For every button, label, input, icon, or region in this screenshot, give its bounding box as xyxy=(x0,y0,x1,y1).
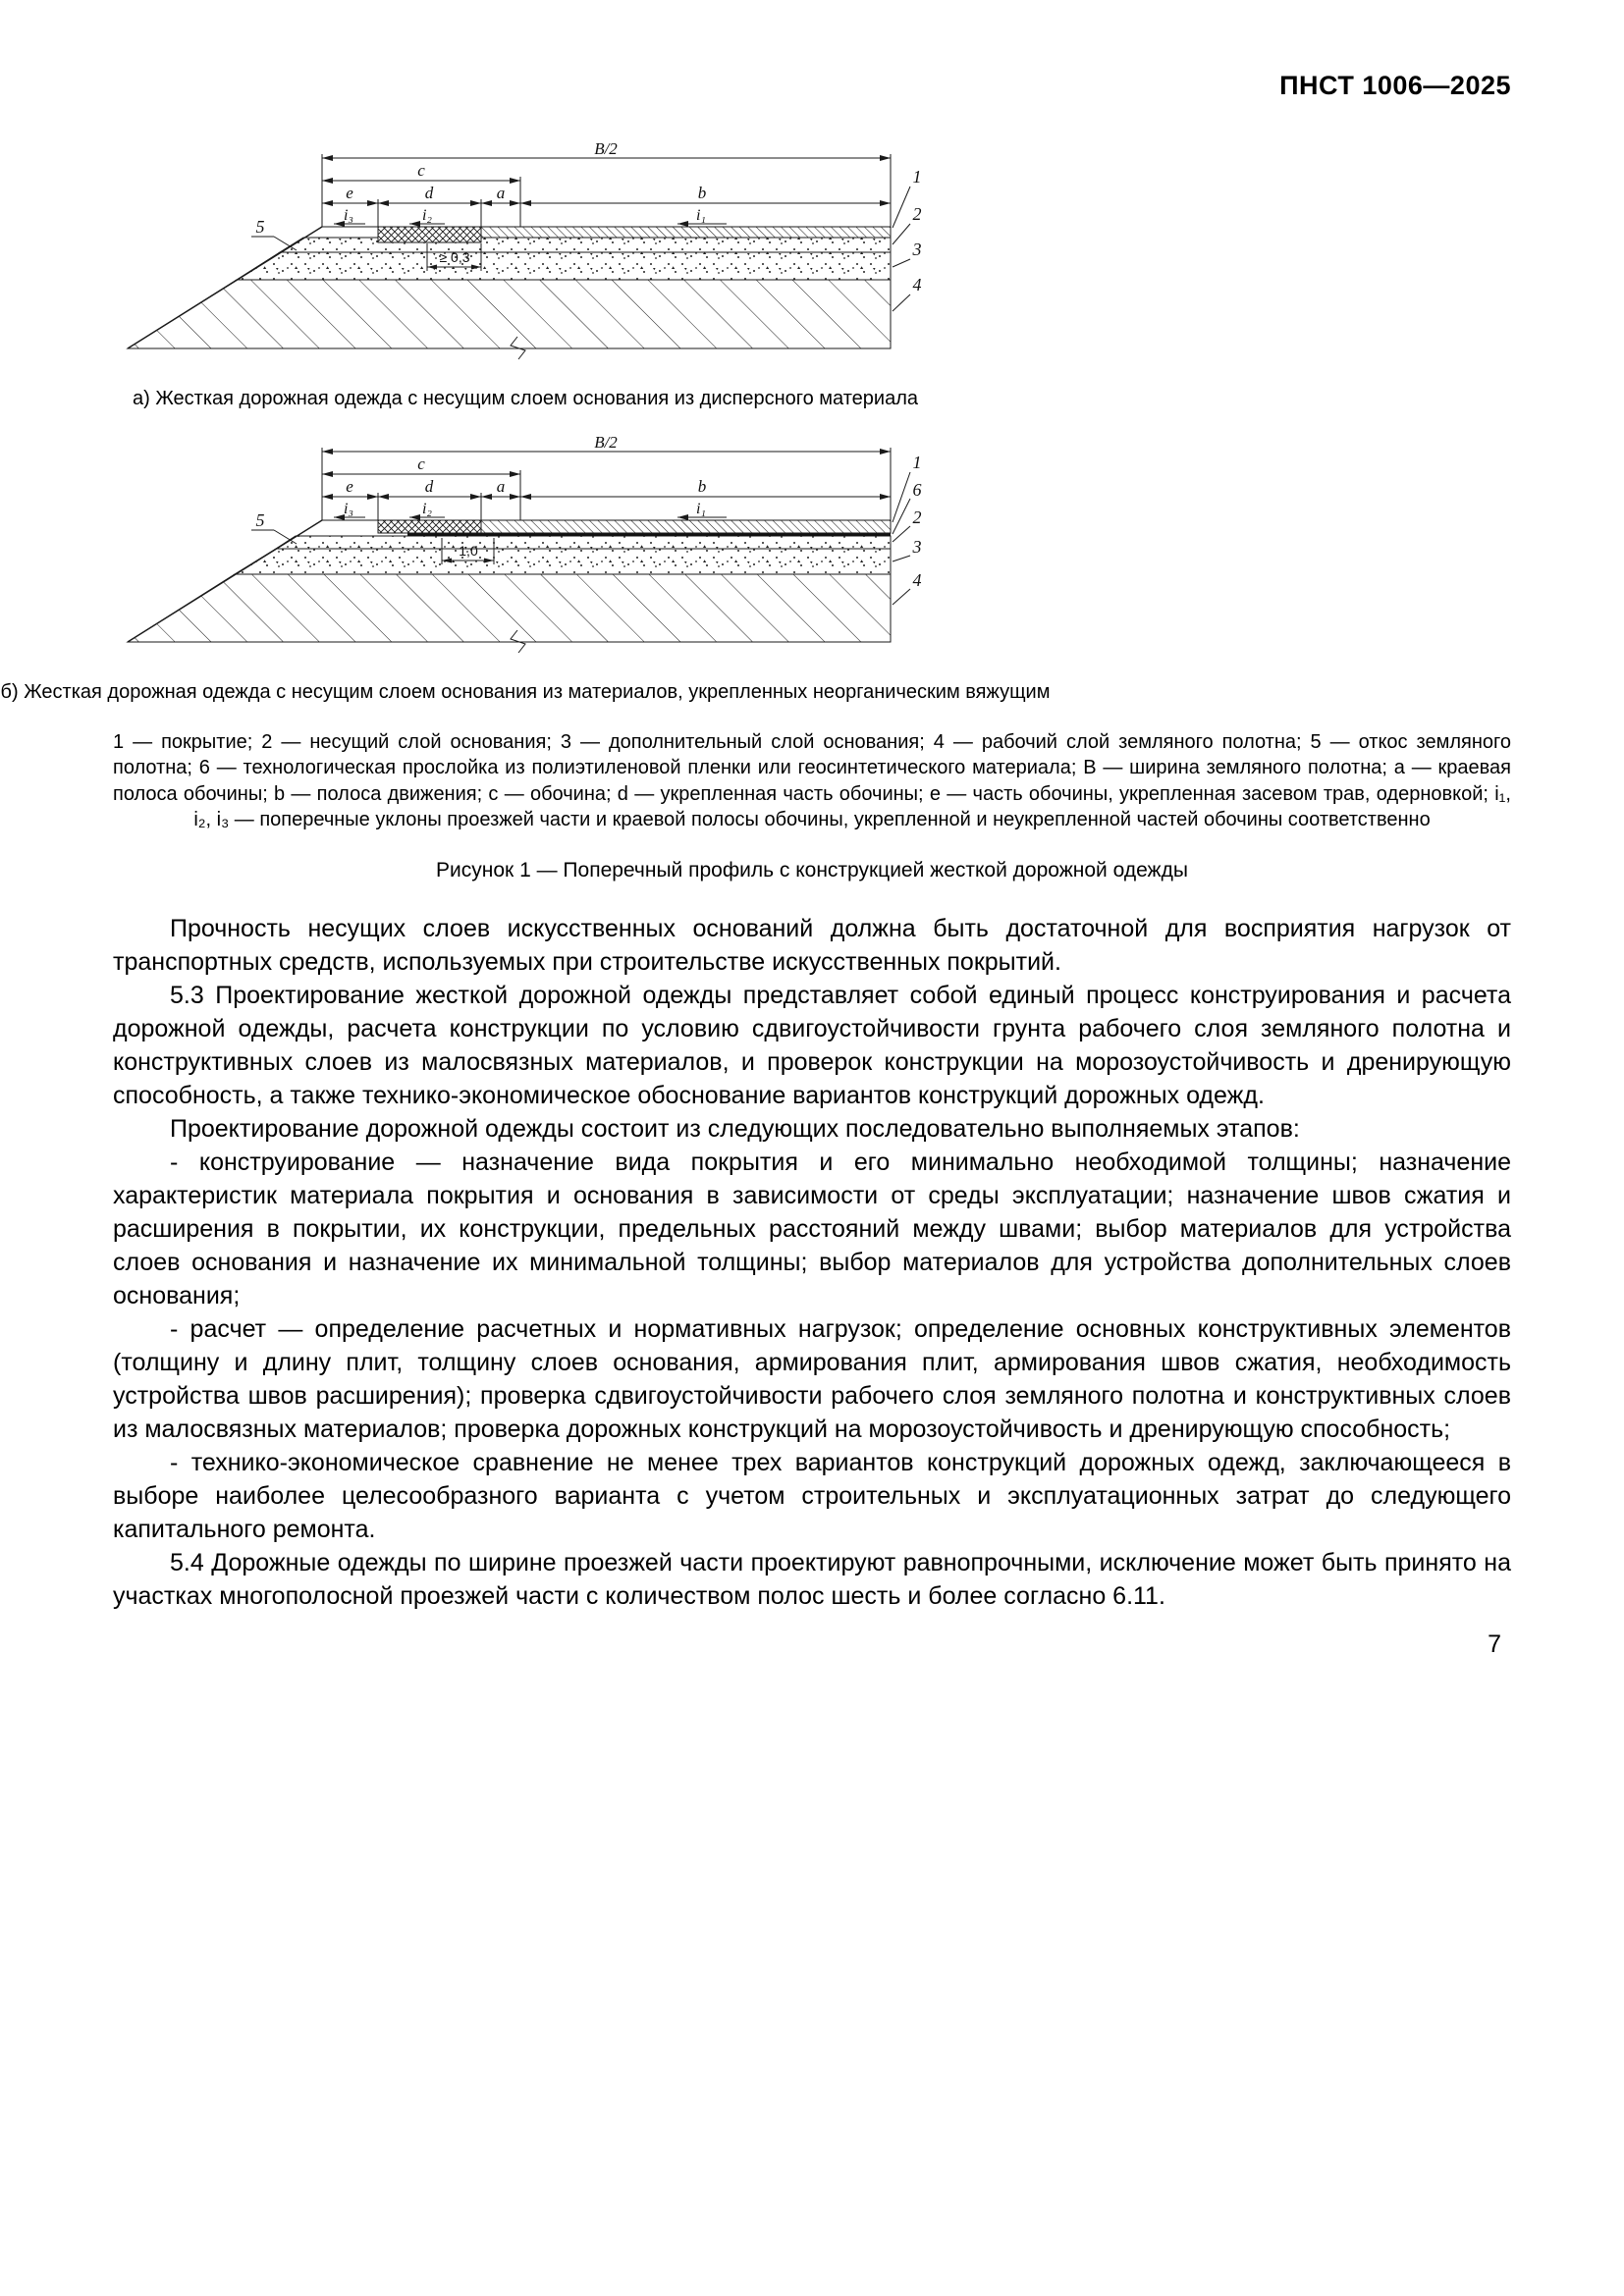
layer-2-bearing-base xyxy=(280,238,891,252)
pos-label-5: 5 xyxy=(255,217,265,237)
caption-diagram-b: б) Жесткая дорожная одежда с несущим слоем основания из материалов, укрепленных неорганическим вяжущим xyxy=(0,681,1051,703)
dim-label-b: b xyxy=(697,477,707,496)
slope-label-i1: i₁ xyxy=(695,207,707,224)
paragraph: 5.3 Проектирование жесткой дорожной одежды представляет собой единый процесс конструирования и расчета дорожной одежды, расчета конструкции по условию сдвигоустойчивости грунта рабочего слоя земляного полотна и конструктивных слоев из малосвязных материалов, и проверок конструкции на морозоустойчивость и дренирующую способность, а также технико-экономическое обоснование вариантов конструкций дорожных одежд. xyxy=(113,981,1511,1109)
slope-label-i2: i₂ xyxy=(421,501,433,517)
slope-label-i3: i₃ xyxy=(343,501,354,517)
page-number: 7 xyxy=(1488,1629,1501,1658)
pos-label-5: 5 xyxy=(255,510,265,530)
dim-label-a: a xyxy=(496,477,506,496)
slope-label-i3: i₃ xyxy=(343,207,354,224)
dim-label-d: d xyxy=(424,184,434,202)
paragraph: Прочность несущих слоев искусственных оснований должна быть достаточной для восприятия нагрузок от транспортных средств, используемых при строительстве искусственных покрытий. xyxy=(113,914,1511,976)
dim-label-e: e xyxy=(346,477,353,496)
road-structure xyxy=(128,520,891,653)
body-text xyxy=(113,912,1511,1613)
pos-label-2: 2 xyxy=(912,507,922,527)
road-structure xyxy=(128,227,891,359)
diagram-b xyxy=(113,436,938,671)
diagram-a xyxy=(113,142,938,378)
paragraph: - расчет — определение расчетных и нормативных нагрузок; определение основных конструктивных элементов (толщину и длину плит, толщину слоев основания, армирования плит, армирования швов сжатия, необходимость устройства швов расширения); проверка сдвигоустойчивости рабочего слоя земляного полотна и конструктивных слоев из малосвязных материалов; проверка дорожных конструкций на морозоустойчивость и дренирующую способность; xyxy=(113,1314,1511,1443)
caption-diagram-a: а) Жесткая дорожная одежда с несущим слоем основания из дисперсного материала xyxy=(132,388,919,409)
pos-label-2: 2 xyxy=(912,204,922,224)
pos-label-4: 4 xyxy=(912,570,922,590)
paragraph: - технико-экономическое сравнение не менее трех вариантов конструкций дорожных одежд, заключающееся в выборе наиболее целесообразного варианта с учетом строительных и эксплуатационных затрат до следующего капитального ремонта. xyxy=(113,1448,1511,1543)
figure-1 xyxy=(0,142,1511,882)
paragraph: Проектирование дорожной одежды состоит из следующих последовательно выполняемых этапов: xyxy=(170,1114,1300,1143)
dim-label-d: d xyxy=(424,477,434,496)
layer-3-additional-base xyxy=(237,252,891,280)
layer-3-additional-base xyxy=(235,549,891,574)
dim-film-overlap: 1,0 xyxy=(459,543,478,559)
pos-label-6: 6 xyxy=(912,480,922,500)
doc-code: ПНСТ 1006—2025 xyxy=(1279,71,1511,100)
pos-label-1: 1 xyxy=(912,453,922,472)
layer-4-subgrade xyxy=(128,280,891,348)
pos-label-4: 4 xyxy=(912,275,922,294)
dim-label-e: e xyxy=(346,184,353,202)
dim-label-half-width: В/2 xyxy=(594,436,618,452)
dim-min-edge: ≥ 0,3 xyxy=(439,249,470,265)
dim-label-half-width: В/2 xyxy=(594,142,618,158)
pos-label-1: 1 xyxy=(912,167,922,187)
pos-label-3: 3 xyxy=(912,537,922,557)
dim-label-a: a xyxy=(496,184,506,202)
layer-2-bearing-base xyxy=(276,536,891,549)
figure-caption: Рисунок 1 — Поперечный профиль с конструкцией жесткой дорожной одежды xyxy=(436,858,1188,881)
paragraph: - конструирование — назначение вида покрытия и его минимально необходимой толщины; назначение характеристик материала покрытия и основания в зависимости от среды эксплуатации; назначение швов сжатия и расширения в покрытии, их конструкции, предельных расстояний между швами; выбор материалов для устройства слоев основания и назначение их минимальной толщины; выбор материалов для устройства дополнительных слоев основания; xyxy=(113,1148,1511,1309)
paragraph: 5.4 Дорожные одежды по ширине проезжей части проектируют равнопрочными, исключение может быть принято на участках многополосной проезжей части с количеством полос шесть и более согласно 6.11. xyxy=(113,1548,1511,1610)
dim-label-c: c xyxy=(417,454,425,473)
dim-label-c: c xyxy=(417,161,425,180)
layer-1-pavement-slab xyxy=(481,227,891,238)
layer-4-subgrade xyxy=(128,574,891,642)
slope-label-i2: i₂ xyxy=(421,207,433,224)
pos-label-3: 3 xyxy=(912,240,922,259)
slope-label-i1: i₁ xyxy=(695,501,707,517)
figure-legend: 1 — покрытие; 2 — несущий слой основания; 3 — дополнительный слой основания; 4 — рабочий слой земляного полотна; 5 — откос земляного полотна; 6 — технологическая прослойка из полиэтиленовой пленки или геосинтетического материала; В — ширина земляного полотна; а — краевая полоса обочины; b — полоса движения; с — обочина; d — укрепленная часть обочины; е — часть обочины, укрепленная засевом трав, одерновкой; i₁, i₂, i₃ — поперечные уклоны проезжей части и краевой полосы обочины, укрепленной и неукрепленной частей обочины соответственно xyxy=(113,731,1511,831)
layer-1-pavement-slab xyxy=(481,520,891,533)
dim-label-b: b xyxy=(697,184,707,202)
strengthened-shoulder-block xyxy=(378,227,481,242)
strengthened-shoulder-block xyxy=(378,520,481,533)
